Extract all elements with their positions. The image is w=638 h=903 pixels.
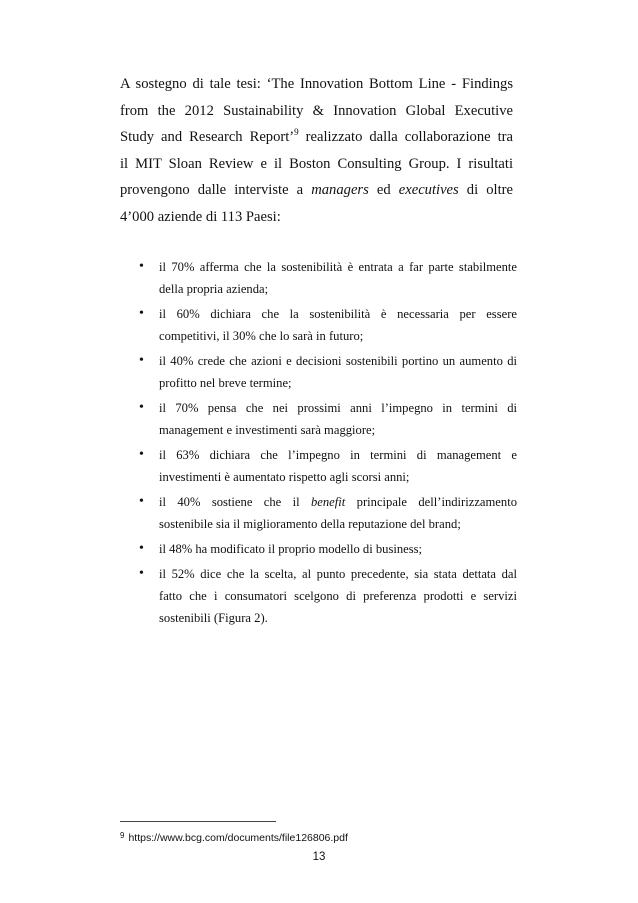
list-item-line: profitto nel breve termine; xyxy=(159,376,292,391)
bullet-icon: • xyxy=(139,259,144,274)
list-item-line: il 48% ha modificato il proprio modello di business; xyxy=(159,542,423,556)
list-item-text xyxy=(159,491,517,535)
bullet-icon: • xyxy=(139,494,144,509)
intro-line: Study and Research Report’$^9$ realizzato dalla collaborazione tra xyxy=(120,127,513,145)
list-item-line: sostenibile sia il miglioramento della reputazione del brand; xyxy=(159,517,461,532)
list-item-line: il 70% afferma che la sostenibilità è entrata a far parte stabilmente xyxy=(159,260,517,274)
list-item-line: il 60% dichiara che la sostenibilità è necessaria per essere xyxy=(159,307,517,321)
list-item-text xyxy=(159,397,517,441)
list-item-text xyxy=(159,444,517,488)
intro-line: provengono dalle interviste a managers ed executives di oltre xyxy=(120,182,513,198)
list-item-text xyxy=(159,538,517,560)
bullet-icon: • xyxy=(139,447,144,462)
page-number: 13 xyxy=(312,851,326,863)
bullet-icon: • xyxy=(139,565,144,581)
intro-line: from the 2012 Sustainability & Innovation Global Executive xyxy=(120,102,513,119)
list-item-text xyxy=(159,303,517,347)
intro-line: il MIT Sloan Review e il Boston Consulting Group. I risultati xyxy=(120,155,513,172)
list-item-text xyxy=(159,563,517,630)
footnote-separator xyxy=(120,821,276,822)
list-item-line: management e investimenti sarà maggiore; xyxy=(159,423,376,438)
intro-line: 4’000 aziende di 113 Paesi: xyxy=(120,208,281,225)
footnote-text: https://www.bcg.com/documents/file126806.pdf xyxy=(128,832,348,844)
list-item-line: il 40% crede che azioni e decisioni sostenibili portino un aumento di xyxy=(159,354,517,368)
intro-paragraph xyxy=(120,71,513,230)
list-item-line: il 63% dichiara che l’impegno in termini di management e xyxy=(159,448,517,462)
bullet-icon: • xyxy=(139,353,144,368)
list-item-line: fatto che i consumatori scelgono di preferenza prodotti e servizi xyxy=(159,588,517,603)
list-item-line: il 52% dice che la scelta, al punto precedente, sia stata dettata dal xyxy=(159,566,517,581)
list-item-line: investimenti è aumentato rispetto agli scorsi anni; xyxy=(159,470,410,485)
list-item-line: competitivi, il 30% che lo sarà in futuro; xyxy=(159,329,364,344)
bullet-icon: • xyxy=(139,306,144,321)
list-item-text xyxy=(159,350,517,394)
footnote-ref: 9 xyxy=(294,127,299,137)
list-item-line: sostenibili (Figura 2). xyxy=(159,611,268,626)
footnote-number: 9 xyxy=(120,831,125,840)
bullet-icon: • xyxy=(139,541,144,556)
footnote xyxy=(120,829,348,845)
list-item-line: il 40% sostiene che il benefit principale dell’indirizzamento xyxy=(159,495,517,509)
intro-line: A sostegno di tale tesi: ‘The Innovation Bottom Line - Findings xyxy=(120,76,513,92)
list-item-line: il 70% pensa che nei prossimi anni l’impegno in termini di xyxy=(159,401,517,415)
list-item-text xyxy=(159,256,517,300)
bullet-icon: • xyxy=(139,400,144,415)
list-item-line: della propria azienda; xyxy=(159,282,269,297)
